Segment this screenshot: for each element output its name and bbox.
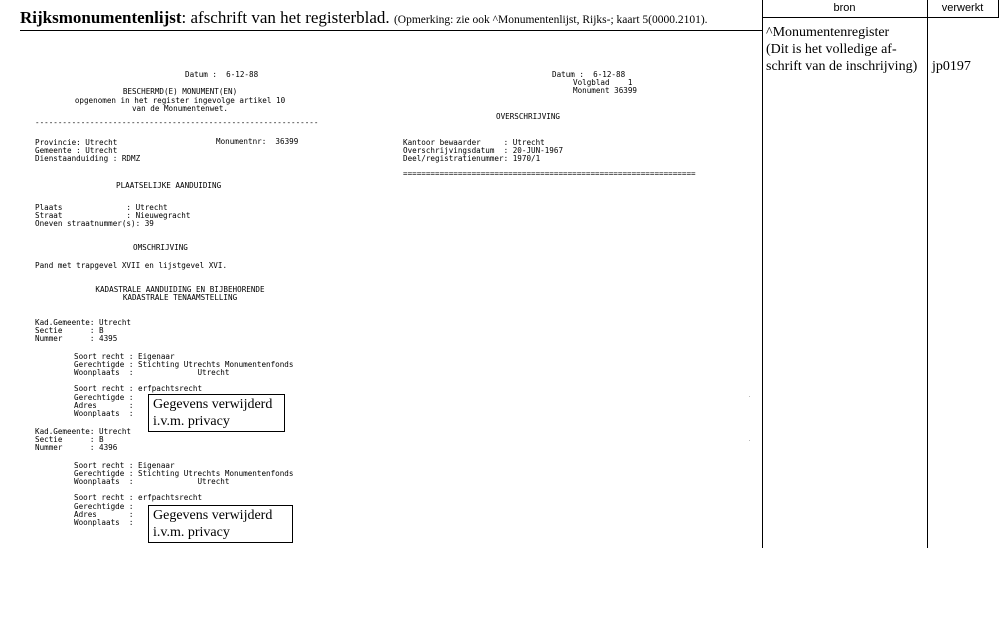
sidebar-divider-right [998,0,999,18]
header-rule [20,30,762,31]
bron-line: (Dit is het volledige af- [766,42,897,57]
oneven-straatnummer: Oneven straatnummer(s): 39 [35,219,154,228]
adres: Adres : [74,510,134,519]
privacy-redaction-box [148,505,293,543]
left-datum: Datum : 6-12-88 [185,70,259,79]
scan-speck [749,440,750,441]
bron-line: schrift van de inschrijving) [766,59,918,74]
right-monument: Monument 36399 [573,86,638,95]
right-datum: Datum : 6-12-88 [552,70,626,79]
sidebar-divider-mid [927,0,928,548]
page-title [20,8,708,28]
heading-kadastraal-2: KADASTRALE TENAAMSTELLING [122,293,238,302]
privacy-line: i.v.m. privacy [153,525,230,540]
bron-line: ^Monumentenregister [766,25,890,40]
plaats: Plaats : Utrecht [35,203,168,212]
monumentnr: Monumentnr: 36399 [216,137,299,146]
left-dash-rule: -------------------------------------------------------------- [35,118,319,127]
provincie: Provincie: Utrecht [35,138,118,147]
kantoor-bewaarder: Kantoor bewaarder : Utrecht [403,138,545,147]
soort-recht: Soort recht : Eigenaar [74,461,175,470]
heading-kadastraal-1: KADASTRALE AANDUIDING EN BIJBEHORENDE [95,285,265,294]
kad-gemeente: Kad.Gemeente: Utrecht [35,427,132,436]
privacy-line: i.v.m. privacy [153,414,230,429]
sidebar-divider-left [762,0,763,548]
woonplaats: Woonplaats : Utrecht [74,477,230,486]
omschrijving-text: Pand met trapgevel XVII en lijstgevel XVI. [35,261,228,270]
overschrijvingsdatum: Overschrijvingsdatum : 20-JUN-1967 [403,146,564,155]
woonplaats: Woonplaats : Utrecht [74,368,230,377]
deel-registratienummer: Deel/registratienummer: 1970/1 [403,154,541,163]
gemeente: Gemeente : Utrecht [35,146,118,155]
left-heading-3: van de Monumentenwet. [131,104,228,113]
gerechtigde: Gerechtigde : Stichting Utrechts Monumentenfonds [74,360,294,369]
straat: Straat : Nieuwegracht [35,211,191,220]
gerechtigde: Gerechtigde : [74,502,134,511]
heading-plaatselijke: PLAATSELIJKE AANDUIDING [116,181,222,190]
left-heading-2: opgenomen in het register ingevolge artikel 10 [74,96,286,105]
adres: Adres : [74,401,134,410]
title-rest: : afschrift van het registerblad. [181,8,390,27]
woonplaats: Woonplaats : [74,518,134,527]
gerechtigde: Gerechtigde : Stichting Utrechts Monumentenfonds [74,469,294,478]
kad-gemeente: Kad.Gemeente: Utrecht [35,318,132,327]
scan-speck [749,396,750,397]
privacy-line: Gegevens verwijderd [153,508,273,523]
column-header-verwerkt: verwerkt [941,2,984,14]
soort-recht: Soort recht : Eigenaar [74,352,175,361]
kad-nummer: Nummer : 4396 [35,443,118,452]
privacy-line: Gegevens verwijderd [153,397,273,412]
equals-rule: ================================================================ [403,169,696,178]
heading-overschrijving: OVERSCHRIJVING [496,112,561,121]
kad-nummer: Nummer : 4395 [35,334,118,343]
heading-omschrijving: OMSCHRIJVING [133,243,188,252]
dienstaanduiding: Dienstaanduiding : RDMZ [35,154,141,163]
bron-cell [766,24,917,75]
title-note: (Opmerking: zie ook ^Monumentenlijst, Rijks-; kaart 5(0000.2101). [393,14,708,26]
title-bold: Rijksmonumentenlijst [20,8,182,27]
soort-recht: Soort recht : erfpachtsrecht [74,493,203,502]
right-volgblad: Volgblad 1 [573,78,633,87]
sidebar-header-rule [762,17,999,18]
left-heading-1: BESCHERMD(E) MONUMENT(EN) [122,87,238,96]
soort-recht: Soort recht : erfpachtsrecht [74,384,203,393]
woonplaats: Woonplaats : [74,409,134,418]
kad-sectie: Sectie : B [35,435,104,444]
column-header-bron: bron [833,2,856,14]
privacy-redaction-box [148,394,285,432]
kad-sectie: Sectie : B [35,326,104,335]
gerechtigde: Gerechtigde : [74,393,134,402]
verwerkt-cell: jp0197 [932,59,971,74]
